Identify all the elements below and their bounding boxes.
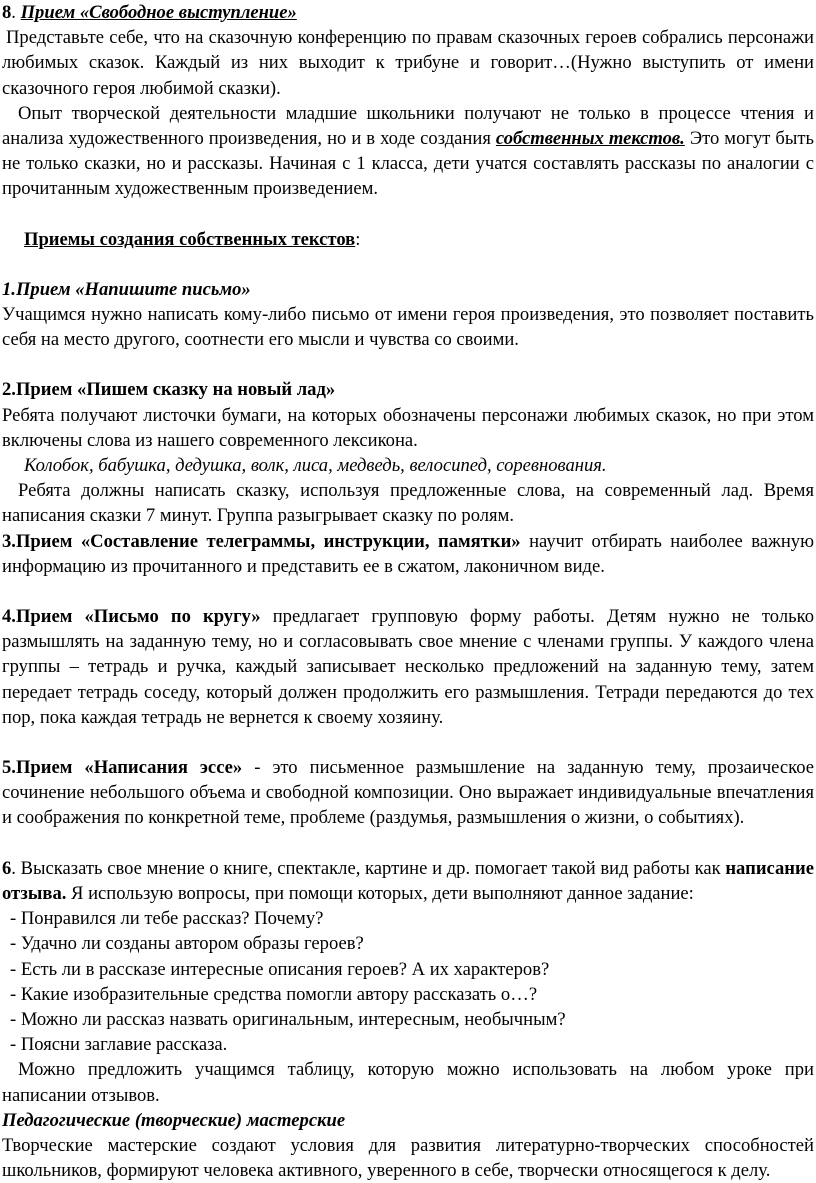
heading-dot: .	[11, 2, 21, 23]
workshops-title: Педагогические (творческие) мастерские	[2, 1109, 346, 1131]
method-3-title: 3.Прием «Составление телеграммы, инструкции, памятки»	[2, 530, 521, 552]
method-2-word-list: Колобок, бабушка, дедушка, волк, лиса, медведь, велосипед, соревнования.	[24, 455, 607, 477]
spacer	[2, 352, 814, 377]
paragraph-text: . Высказать свое мнение о книге, спектакле, картине и др. помогает такой вид работы как	[11, 857, 726, 879]
paragraph-text: Я использую вопросы, при помощи которых, дети выполняют данное задание:	[66, 882, 694, 904]
question-item: - Удачно ли созданы автором образы героев?	[10, 933, 364, 955]
spacer	[2, 252, 814, 277]
method-3-text: научит отбирать наиболее важную информацию из прочитанного и представить ее в сжатом, лаконичном виде.	[2, 530, 814, 577]
method-3-paragraph	[2, 529, 814, 579]
paragraph-text: Опыт творческой деятельности младшие школьники получают не только в процессе чтения и анализа художественного произведения, но и в ходе создания	[2, 102, 814, 150]
question-item: - Какие изобразительные средства помогли автору рассказать о…?	[10, 983, 538, 1005]
section-6-closing: Можно предложить учащимся таблицу, которую можно использовать на любом уроке при написании отзывов.	[2, 1059, 814, 1106]
section-number: 8	[2, 2, 12, 23]
emphasis-term: собственных текстов.	[495, 128, 685, 150]
method-4-title: 4.Прием «Письмо по кругу»	[2, 606, 261, 628]
workshops-text: Творческие мастерские создают условия для развития литературно-творческих способностей школьников, формируют человека активного, уверенного в себе, творчески относящегося к делу.	[2, 1134, 814, 1182]
question-item: - Поясни заглавие рассказа.	[10, 1034, 228, 1056]
paragraph-text: Это могут быть не только сказки, но и рассказы. Начиная с 1 класса, дети учатся составлять рассказы по аналогии с прочитанным художественным произведением.	[2, 128, 814, 200]
section-number: 6	[2, 857, 12, 879]
spacer	[2, 202, 814, 227]
methods-heading	[2, 227, 814, 252]
spacer	[2, 831, 814, 856]
heading-colon: :	[355, 228, 361, 250]
emphasis-term: написание отзыва.	[2, 857, 814, 904]
section-title: Прием «Свободное выступление»	[20, 2, 297, 23]
methods-heading-text: Приемы создания собственных текстов	[24, 228, 356, 250]
method-2-title: 2.Прием «Пишем сказку на новый лад»	[2, 379, 336, 401]
method-2-instructions: Ребята должны написать сказку, используя предложенные слова, на современный лад. Время написания сказки 7 минут. Группа разыгрывает сказку по ролям.	[2, 480, 814, 527]
spacer	[2, 579, 814, 604]
spacer	[2, 730, 814, 755]
method-1-text: Учащимся нужно написать кому-либо письмо от имени героя произведения, это позволяет поставить себя на место другого, соотнести его мысли и чувства со своими.	[2, 304, 814, 351]
method-5-text: - это письменное размышление на заданную тему, прозаическое сочинение небольшого объема и свободной композиции. Оно выражает индивидуальные впечатления и соображения по конкретной теме, проблеме (раздумья, размышления о жизни, о событиях).	[2, 757, 815, 829]
question-item: - Можно ли рассказ назвать оригинальным, интересным, необычным?	[10, 1008, 566, 1030]
method-5-paragraph	[2, 755, 814, 831]
question-item: - Есть ли в рассказе интересные описания героев? А их характеров?	[10, 958, 550, 980]
section-8-heading	[2, 0, 814, 25]
method-4-text: предлагает групповую форму работы. Детям нужно не только размышлять на заданную тему, но и согласовывать свое мнение с членами группы. У каждого члена группы – тетрадь и ручка, каждый записывает несколько предложений на заданную тему, затем передает тетрадь соседу, который должен продолжить его размышления. Тетради передаются до тех пор, пока каждая тетрадь не вернется к своему хозяину.	[2, 606, 815, 728]
section-8-paragraph-2	[2, 101, 814, 202]
method-2-text: Ребята получают листочки бумаги, на которых обозначены персонажи любимых сказок, но при этом включены слова из нашего современного лексикона.	[2, 404, 814, 451]
section-6-paragraph	[2, 856, 814, 906]
question-item: - Понравился ли тебе рассказ? Почему?	[10, 908, 324, 930]
method-4-paragraph	[2, 604, 814, 730]
section-8-paragraph-1: Представьте себе, что на сказочную конференцию по правам сказочных героев собрались персонажи любимых сказок. Каждый из них выходит к трибуне и говорит…(Нужно выступить от имени сказочного героя любимой сказки).	[2, 27, 814, 99]
method-5-title: 5.Прием «Написания эссе»	[2, 757, 243, 779]
method-1-title: 1.Прием «Напишите письмо»	[2, 278, 251, 300]
